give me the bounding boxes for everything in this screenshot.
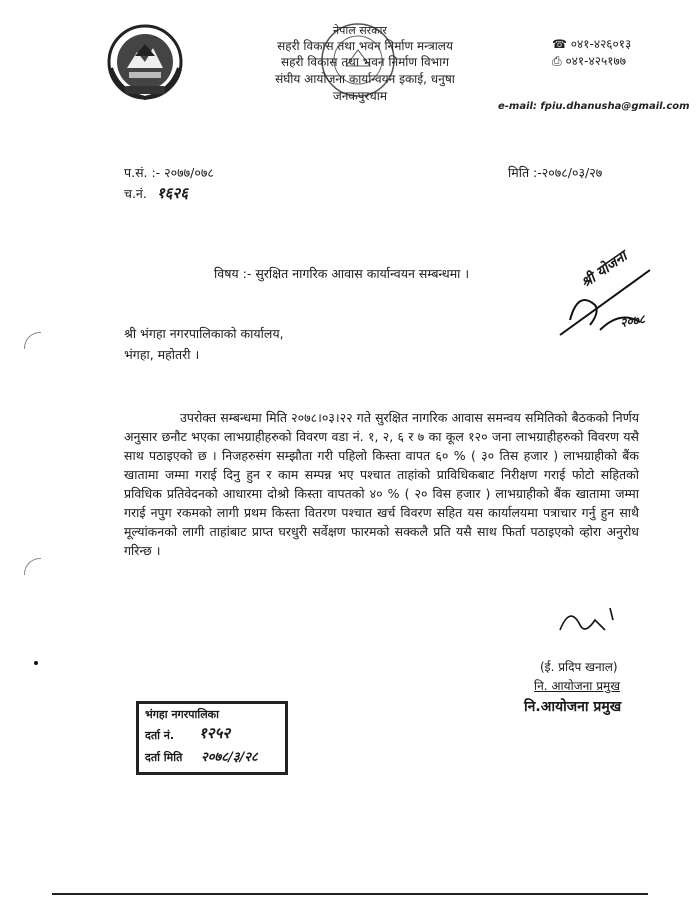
recipient-line-1: श्री भंगहा नगरपालिकाको कार्यालय, [124, 326, 284, 341]
stamp-office: भंगहा नगरपालिका [145, 708, 219, 721]
dispatch-number-row [124, 183, 188, 203]
stamp-darta-number: १२५२ [199, 724, 231, 742]
signatory-title: नि. आयोजना प्रमुख [534, 679, 621, 693]
footer-divider [52, 893, 648, 895]
email-address: e-mail: fpiu.dhanusha@gmail.com [498, 101, 690, 112]
margin-dot [34, 661, 38, 665]
signature-scribble [555, 600, 625, 645]
letter-date: मिति :-२०७८/०३/२७ [508, 165, 603, 180]
unit-name: संघीय आयोजना कार्यान्वयन इकाई, धनुषा [275, 72, 455, 86]
stamp-date-value: २०७८/३/२८ [201, 750, 258, 765]
letter-body: उपरोक्त सम्बन्धमा मिति २०७८।०३।२२ गते सुरक्षित नागरिक आवास समन्वय समितिको बैठकको निर्णय अनुसार छनौट भएका लाभग्राहीहरुको विवरण वडा नं. १, २, ६ र ७ का कूल १२० जना लाभग्राहीहरुको विवरण यसै साथ पठाइएको छ । निजहरुसंग सम्झौता गरी पहिलो किस्ता वापत ६० % ( ३० तिस हजार ) लाभग्राहीको बैंक खातामा जम्मा गराई दिनु हुन र काम सम्पन्न भए पश्चात ताहांको प्राविधिकबाट निरीक्षण गराई फोटो सहितको प्रविधिक प्रतिवेदनको आधारमा दोश्रो किस्ता वापतको ४० % ( २० विस हजार ) लाभग्राहीको बैंक खातामा जम्मा गराई नपुग रकमको लागी प्रथम किस्ता वितरण पश्चात खर्च विवरण सहित यस कार्यालयमा पत्राचार गर्नु हुन साथै मूल्यांकनको लागी ताहांबाट प्राप्त घरधुरी सर्वेक्षण फारमको सक्कलै प्रति यसै साथ फिर्ता पठाइएको व्होरा अनुरोध गरिन्छ । [124, 410, 639, 558]
phone-number-1: ०४१-४२६०१३ [570, 37, 632, 51]
annotation-date: २०७८ [619, 311, 647, 331]
location: जनकपुरधाम [332, 89, 388, 103]
subject-line: विषय :- सुरक्षित नागरिक आवास कार्यान्वयन सम्बन्धमा । [214, 266, 470, 281]
received-stamp [136, 701, 288, 775]
letter-number: प.सं. :- २०७७/०७८ [124, 165, 214, 180]
recipient-line-2: भंगहा, महोतरी । [124, 347, 200, 362]
ministry-name: सहरी विकास तथा भवन निर्माण मन्त्रालय [277, 39, 453, 53]
annotation-text: श्री योजना [578, 248, 631, 292]
government-emblem-logo [105, 22, 185, 102]
stamp-darta-label: दर्ता नं. [145, 729, 175, 742]
signatory-name: (ई. प्रदिप खनाल) [540, 660, 618, 674]
phone-icon: ☎ [552, 37, 567, 51]
signatory-stamp-title: नि.आयोजना प्रमुख [524, 699, 622, 715]
stamp-date-label: दर्ता मिति [145, 751, 183, 764]
fax-icon: ⎙ [552, 54, 562, 68]
handwritten-annotation [550, 250, 670, 350]
phone-line-2 [552, 54, 626, 68]
dispatch-number: १६२६ [156, 184, 189, 202]
margin-mark [24, 558, 41, 575]
margin-mark [24, 332, 41, 349]
department-name: सहरी विकास तथा भवन निर्माण विभाग [281, 55, 449, 69]
header-top-stamp: नेपाल सरकार [333, 24, 387, 37]
phone-line-1 [552, 37, 631, 51]
dispatch-label: च.नं. [124, 186, 147, 201]
phone-number-2: ०४१-४२५१७७ [565, 54, 626, 68]
